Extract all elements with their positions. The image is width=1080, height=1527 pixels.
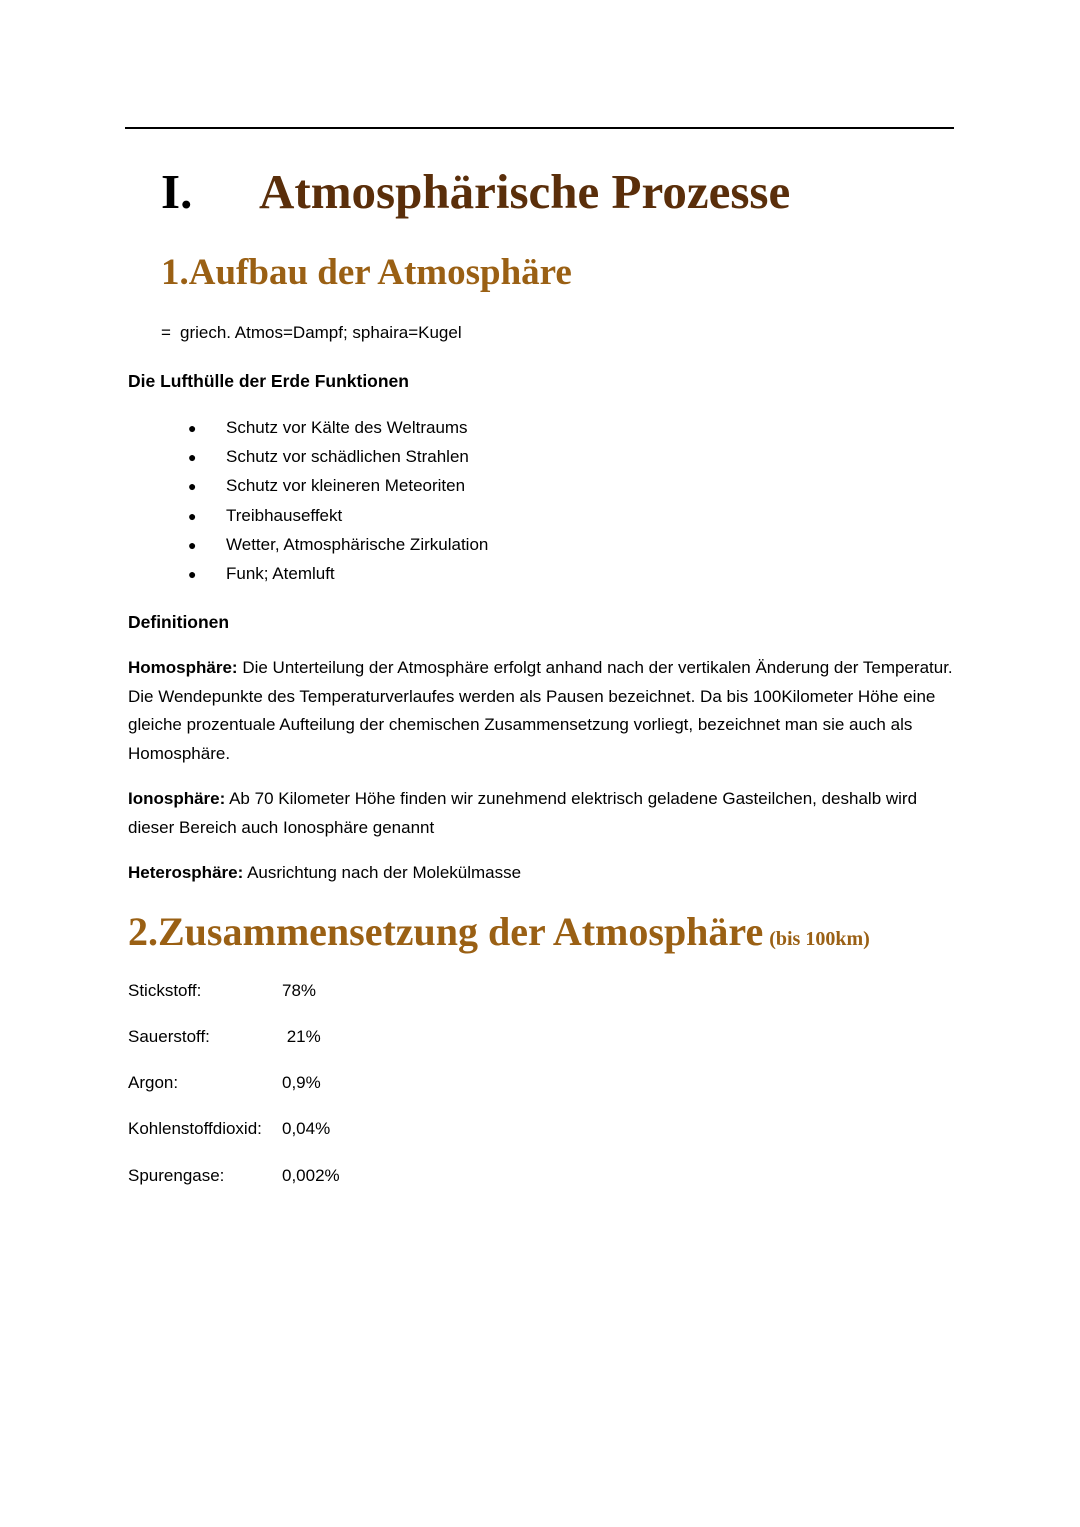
- definition-homosphaere: [128, 654, 958, 768]
- etymology-text: griech. Atmos=Dampf; sphaira=Kugel: [180, 323, 462, 342]
- bullet-icon: ●: [188, 449, 197, 466]
- list-item: ● Schutz vor kleineren Meteoriten: [188, 474, 488, 503]
- gas-value: 0,002%: [282, 1166, 340, 1185]
- bullet-icon: ●: [188, 536, 197, 553]
- composition-row: [128, 1071, 321, 1095]
- definition-term: Homosphäre:: [128, 658, 238, 677]
- section2-note: (bis 100km): [769, 928, 870, 950]
- chapter-number: I.: [161, 164, 193, 219]
- list-item: ● Wetter, Atmosphärische Zirkulation: [188, 533, 488, 562]
- bullet-icon: ●: [188, 420, 197, 436]
- definition-term: Heterosphäre:: [128, 863, 244, 882]
- list-item: ● Treibhauseffekt: [188, 504, 488, 533]
- gas-value: 0,9%: [282, 1073, 321, 1092]
- definition-heterosphaere: [128, 859, 958, 888]
- gas-name: Sauerstoff:: [128, 1027, 210, 1046]
- section2-title: 2.Zusammensetzung der Atmosphäre: [128, 909, 764, 954]
- section2-heading: [128, 904, 870, 967]
- list-item: ● Schutz vor Kälte des Weltraums: [188, 416, 488, 445]
- bullet-icon: ●: [188, 565, 197, 582]
- chapter-title: Atmosphärische Prozesse: [259, 164, 791, 219]
- gas-name: Stickstoff:: [128, 981, 202, 1000]
- gas-value: 78%: [282, 981, 317, 1000]
- definition-text: Ab 70 Kilometer Höhe finden wir zunehmend elektrisch geladene Gasteilchen, deshalb wird dieser Bereich auch Ionosphäre genannt: [128, 789, 918, 837]
- composition-row: [128, 1025, 321, 1049]
- functions-list: [188, 416, 488, 591]
- definition-text: Ausrichtung nach der Molekülmasse: [247, 863, 522, 882]
- definitions-heading: Definitionen: [128, 612, 230, 632]
- gas-value: 21%: [282, 1027, 321, 1046]
- section1-heading: 1.Aufbau der Atmosphäre: [161, 252, 572, 293]
- list-item: ● Funk; Atemluft: [188, 562, 488, 591]
- header-rule: [125, 127, 954, 129]
- chapter-heading: [161, 160, 790, 224]
- gas-name: Kohlenstoffdioxid:: [128, 1119, 262, 1138]
- functions-heading: Die Lufthülle der Erde Funktionen: [128, 371, 409, 391]
- bullet-icon: ●: [188, 478, 197, 495]
- bullet-icon: ●: [188, 507, 197, 524]
- composition-row: [128, 979, 317, 1003]
- definition-text: Die Unterteilung der Atmosphäre erfolgt anhand nach der vertikalen Änderung der Temperatur. Die Wendepunkte des Temperaturverlaufes werden als Pausen bezeichnet. Da bis 100Kilometer Höhe eine gleiche prozentuale Aufteilung der chemischen Zusammensetzung vorliegt, bezeichnet man sie auch als Homosphäre.: [128, 658, 953, 763]
- etymology-symbol: =: [161, 323, 171, 342]
- composition-row: [128, 1117, 331, 1141]
- definition-term: Ionosphäre:: [128, 789, 226, 808]
- gas-name: Argon:: [128, 1073, 179, 1092]
- gas-name: Spurengase:: [128, 1166, 225, 1185]
- gas-value: 0,04%: [282, 1119, 331, 1138]
- list-item: ● Schutz vor schädlichen Strahlen: [188, 445, 488, 474]
- etymology-line: [161, 321, 462, 345]
- definition-ionosphaere: [128, 785, 958, 842]
- composition-row: [128, 1164, 340, 1188]
